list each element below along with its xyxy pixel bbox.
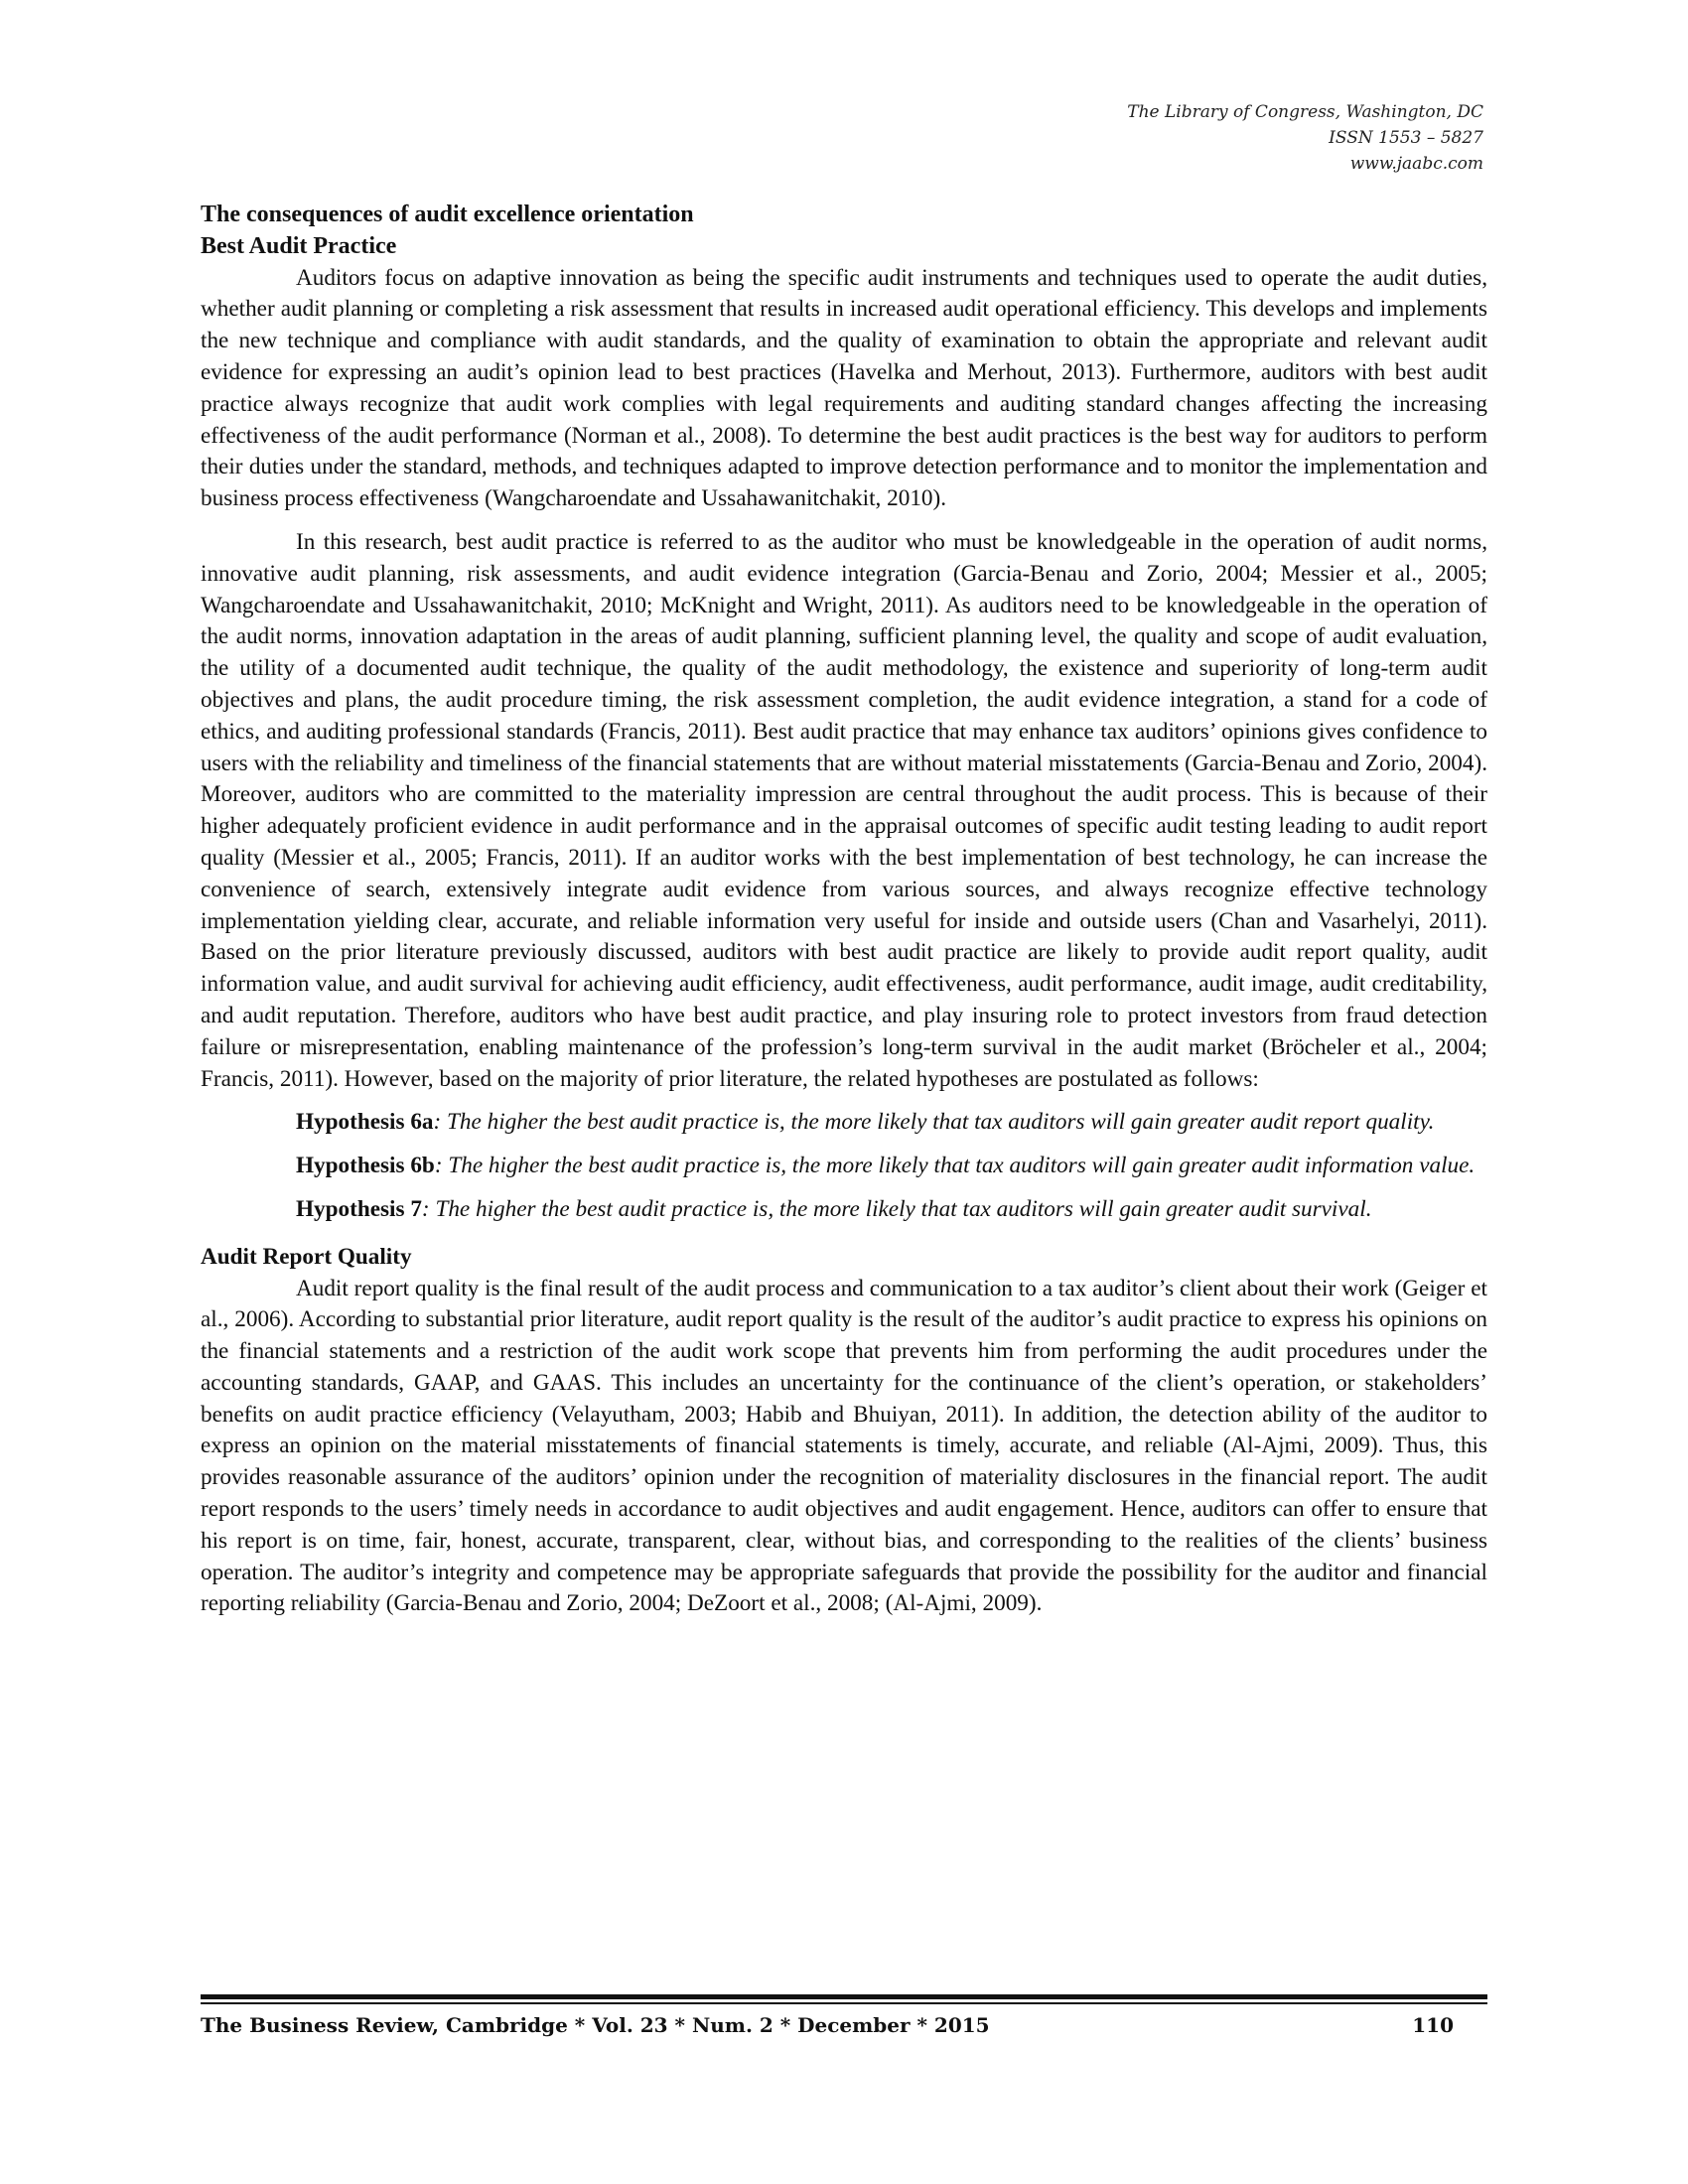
- subsection-title-best-audit-practice: Best Audit Practice: [201, 232, 397, 259]
- running-header: [1127, 99, 1483, 177]
- hypothesis-6b: [296, 1151, 1487, 1182]
- hypothesis-label: Hypothesis 7: [296, 1195, 422, 1222]
- hypothesis-label: Hypothesis 6a: [296, 1109, 434, 1136]
- hypothesis-text: : The higher the best audit practice is, the more likely that tax auditors will gain greater audit survival.: [421, 1195, 1372, 1222]
- header-library: The Library of Congress, Washington, DC: [1127, 102, 1483, 122]
- section-title: The consequences of audit excellence orientation: [201, 202, 694, 227]
- paragraph-2: In this research, best audit practice is referred to as the auditor who must be knowledgeable in the operation of audit norms, innovative audit planning, risk assessments, and audit evidence integration (Garcia-Benau and Zorio, 2004; Messier et al., 2005; Wangcharoendate and Ussahawanitchakit, 2010; McKnight and Wright, 2011). As auditors need to be knowledgeable in the operation of the audit norms, innovation adaptation in the areas of audit planning, sufficient planning level, the quality and scope of audit evaluation, the utility of a documented audit technique, the quality of the audit methodology, the existence and superiority of long-term audit objectives and plans, the audit procedure timing, the risk assessment completion, the audit evidence integration, a stand for a code of ethics, and auditing professional standards (Francis, 2011). Best audit practice that may enhance tax auditors’ opinions gives confidence to users with the reliability and timeliness of the financial statements that are without material misstatements (Garcia-Benau and Zorio, 2004). Moreover, auditors who are committed to the materiality impression are central throughout the audit process. This is because of their higher adequately proficient evidence in audit performance and in the appraisal outcomes of specific audit testing leading to audit report quality (Messier et al., 2005; Francis, 2011). If an auditor works with the best implementation of best technology, he can increase the convenience of search, extensively integrate audit evidence from various sources, and always recognize effective technology implementation yielding clear, accurate, and reliable information very useful for inside and outside users (Chan and Vasarhelyi, 2011). Based on the prior literature previously discussed, auditors with best audit practice are likely to provide audit report quality, audit information value, and audit survival for achieving audit efficiency, audit effectiveness, audit performance, audit image, audit creditability, and audit reputation. Therefore, auditors who have best audit practice, and play insuring role to protect investors from fraud detection failure or misrepresentation, enabling maintenance of the profession’s long-term survival in the audit market (Bröcheler et al., 2004; Francis, 2011). However, based on the majority of prior literature, the related hypotheses are postulated as follows:: [201, 528, 1487, 1092]
- paragraph-1: Auditors focus on adaptive innovation as being the specific audit instruments and techniques used to operate the audit duties, whether audit planning or completing a risk assessment that results in increased audit operational efficiency. This develops and implements the new technique and compliance with audit standards, and the quality of examination to obtain the appropriate and relevant audit evidence for expressing an audit’s opinion lead to best practices (Havelka and Merhout, 2013). Furthermore, auditors with best audit practice always recognize that audit work complies with legal requirements and auditing standard changes affecting the increasing effectiveness of the audit performance (Norman et al., 2008). To determine the best audit practices is the best way for auditors to perform their duties under the standard, methods, and techniques adapted to improve detection performance and to monitor the implementation and business process effectiveness (Wangcharoendate and Ussahawanitchakit, 2010).: [201, 264, 1487, 512]
- hypothesis-6a: [296, 1107, 1487, 1139]
- hypothesis-text: : The higher the best audit practice is, the more likely that tax auditors will gain greater audit information value.: [434, 1153, 1476, 1179]
- hypothesis-7: [296, 1194, 1487, 1226]
- subsection-title-audit-report-quality: Audit Report Quality: [201, 1243, 412, 1270]
- hypothesis-text: : The higher the best audit practice is, the more likely that tax auditors will gain greater audit report quality.: [433, 1109, 1435, 1136]
- header-issn: ISSN 1553 – 5827: [1329, 128, 1483, 148]
- paragraph-3: Audit report quality is the final result of the audit process and communication to a tax auditor’s client about their work (Geiger et al., 2006). According to substantial prior literature, audit report quality is the result of the auditor’s audit practice to express his opinions on the financial statements and a restriction of the audit work scope that prevents him from performing the audit procedures under the accounting standards, GAAP, and GAAS. This includes an uncertainty for the continuance of the client’s operation, or stakeholders’ benefits on audit practice efficiency (Velayutham, 2003; Habib and Bhuiyan, 2011). In addition, the detection ability of the auditor to express an opinion on the material misstatements of financial statements is timely, accurate, and reliable (Al-Ajmi, 2009). Thus, this provides reasonable assurance of the auditors’ opinion under the recognition of materiality disclosures in the financial report. The audit report responds to the users’ timely needs in accordance to audit objectives and audit engagement. Hence, auditors can offer to ensure that his report is on time, fair, honest, accurate, transparent, clear, without bias, and corresponding to the realities of the clients’ business operation. The auditor’s integrity and competence may be appropriate safeguards that provide the possibility for the auditor and financial reporting reliability (Garcia-Benau and Zorio, 2004; DeZoort et al., 2008; (Al-Ajmi, 2009).: [201, 1275, 1487, 1617]
- footer-journal: The Business Review, Cambridge * Vol. 23 * Num. 2 * December * 2015: [201, 2013, 990, 2037]
- footer-rule-thick: [201, 1994, 1487, 1999]
- hypothesis-label: Hypothesis 6b: [296, 1153, 435, 1179]
- header-website: www.jaabc.com: [1349, 154, 1483, 174]
- footer-rule-thin: [201, 2002, 1487, 2004]
- article-body: [201, 200, 1487, 1620]
- page-number: 110: [1412, 2013, 1454, 2037]
